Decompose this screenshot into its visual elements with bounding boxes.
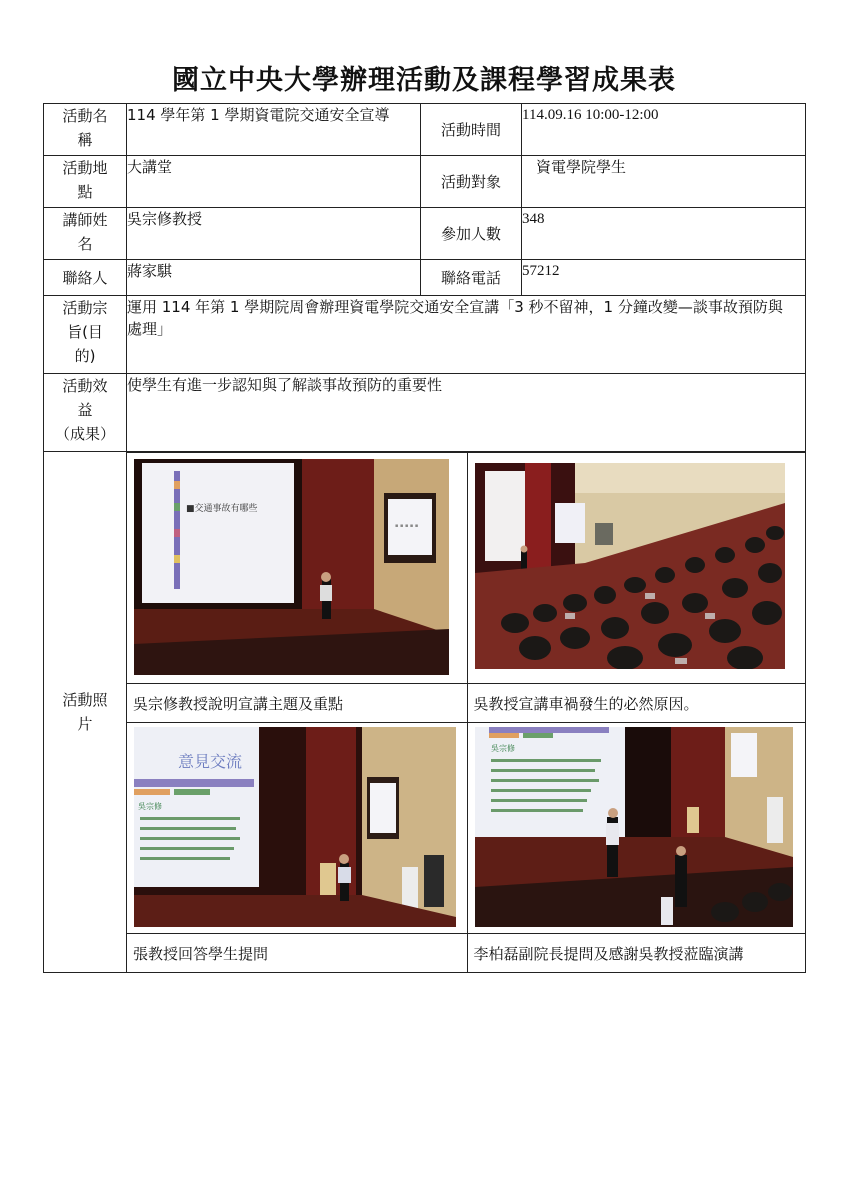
- phone-label: 聯絡電話: [421, 260, 522, 296]
- speaker-value: 吳宗修教授: [127, 208, 421, 260]
- purpose-value: 運用 114 年第 1 學期院周會辦理資電學院交通安全宣講「3 秒不留神，1 分鐘改變—談事故預防與處理」: [127, 296, 806, 374]
- svg-text:▪ ▪ ▪ ▪ ▪: ▪ ▪ ▪ ▪ ▪: [395, 523, 419, 529]
- photo-3-slide-name: 吳宗修: [138, 802, 162, 811]
- photo-grid: [127, 452, 806, 972]
- activity-form: [43, 103, 806, 973]
- benefit-label: 活動效 益 （成果）: [44, 374, 127, 452]
- contact-label: 聯絡人: [44, 260, 127, 296]
- photo-3-slide-title: 意見交流: [178, 752, 243, 771]
- activity-time-label: 活動時間: [421, 104, 522, 156]
- photos-cell: [127, 452, 806, 973]
- photo-4: [475, 727, 793, 927]
- benefit-value: 使學生有進一步認知與了解談事故預防的重要性: [127, 374, 806, 452]
- photo-3: [134, 727, 456, 927]
- audience-value: 資電學院學生: [522, 156, 806, 208]
- photo-2-caption: 吳教授宣講車禍發生的必然原因。: [467, 684, 805, 723]
- phone-value: 57212: [522, 260, 806, 296]
- photo-3-caption: 張教授回答學生提問: [127, 934, 467, 973]
- activity-name-label: 活動名 稱: [44, 104, 127, 156]
- photo-1-slide-text: ■交通事故有哪些: [186, 504, 258, 514]
- participants-label: 參加人數: [421, 208, 522, 260]
- photo-4-slide-name: 吳宗修: [490, 744, 515, 753]
- photo-4-caption: 李柏磊副院長提問及感謝吳教授蒞臨演講: [467, 934, 805, 973]
- audience-label: 活動對象: [421, 156, 522, 208]
- purpose-label: 活動宗 旨(目 的): [44, 296, 127, 374]
- photos-label: 活動照 片: [44, 452, 127, 973]
- photo-cell-2: [467, 453, 805, 684]
- location-label: 活動地 點: [44, 156, 127, 208]
- participants-value: 348: [522, 208, 806, 260]
- activity-time-value: 114.09.16 10:00-12:00: [522, 104, 806, 156]
- activity-name-value: 114 學年第 1 學期資電院交通安全宣導: [127, 104, 421, 156]
- photo-cell-4: [467, 723, 805, 934]
- page-title: 國立中央大學辦理活動及課程學習成果表: [172, 65, 676, 96]
- photo-cell-3: [127, 723, 467, 934]
- photo-cell-1: [127, 453, 467, 684]
- photo-2: [475, 463, 785, 669]
- contact-value: 蔣家騏: [127, 260, 421, 296]
- location-value: 大講堂: [127, 156, 421, 208]
- photo-1-caption: 吳宗修教授說明宣講主題及重點: [127, 684, 467, 723]
- photo-1: [134, 459, 449, 675]
- speaker-label: 講師姓 名: [44, 208, 127, 260]
